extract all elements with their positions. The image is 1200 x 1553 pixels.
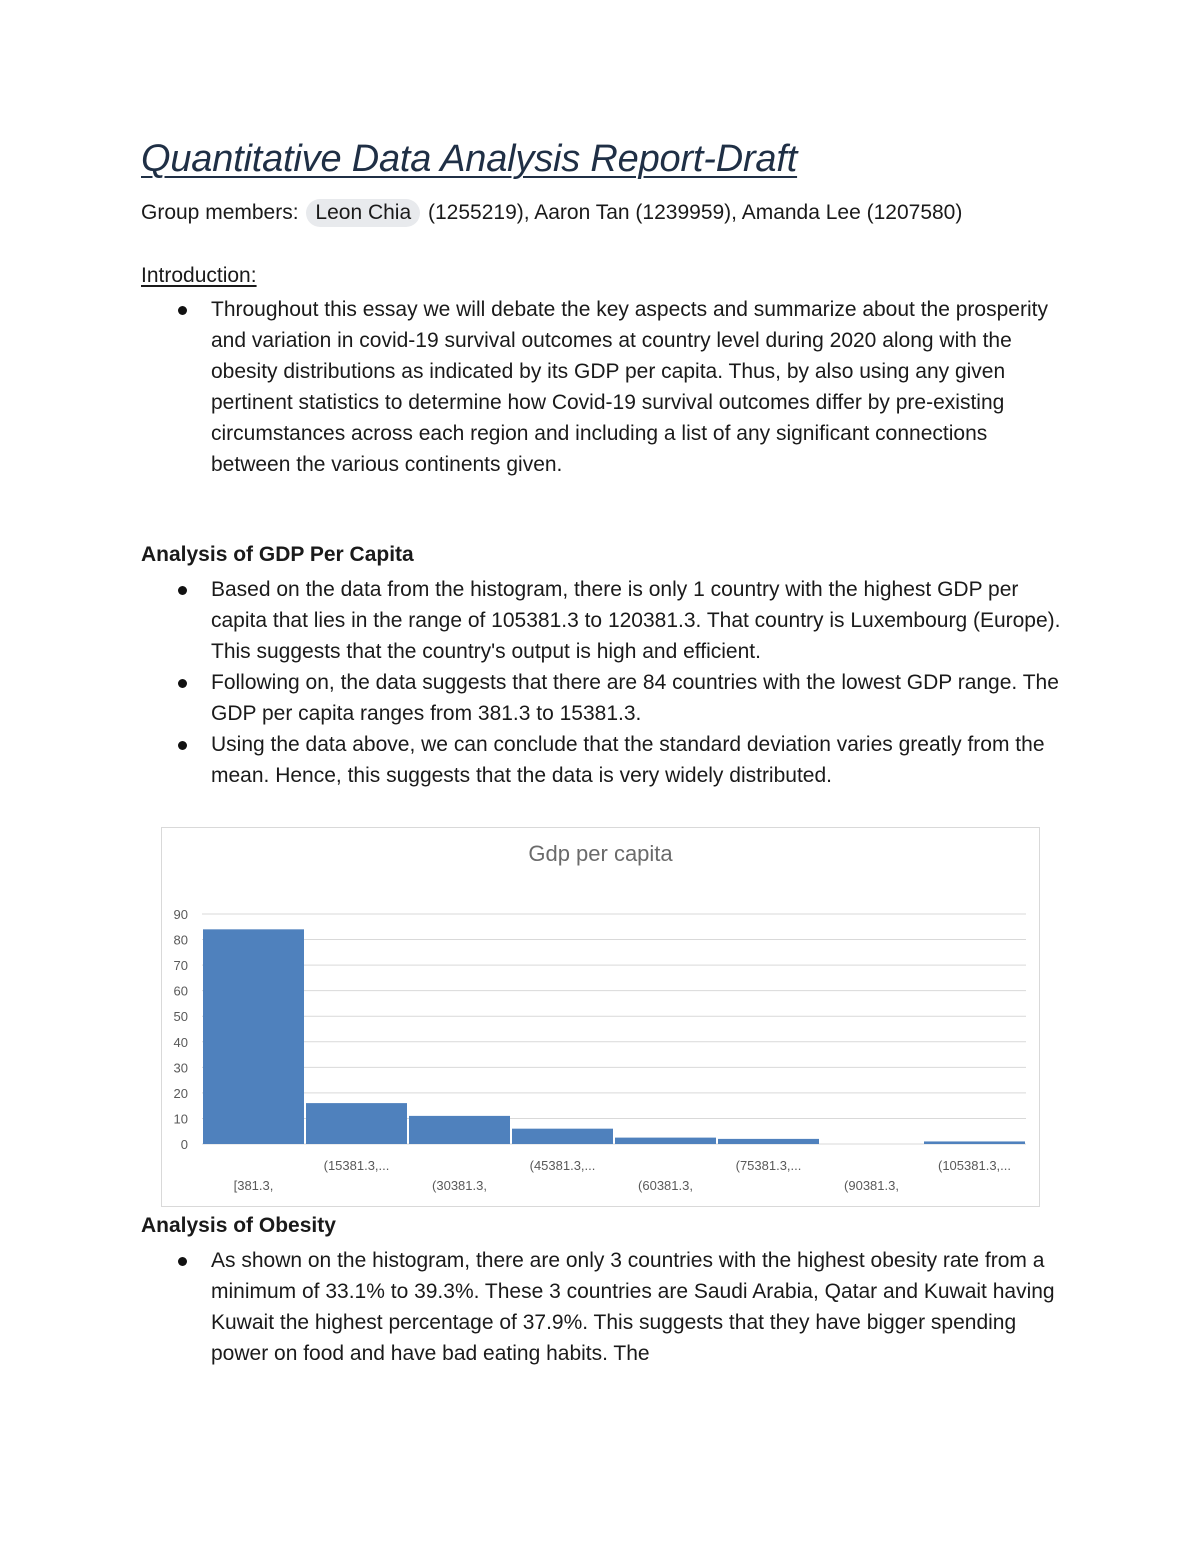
histogram-bar <box>718 1139 819 1144</box>
chart-title: Gdp per capita <box>528 841 673 866</box>
x-tick-label: (15381.3,... <box>323 1158 390 1173</box>
y-tick-label: 0 <box>180 1137 188 1152</box>
y-tick-label: 80 <box>173 932 188 948</box>
bullet-text: Using the data above, we can conclude that the standard deviation varies greatly from the mean. Hence, this suggests that the data is very widely distributed. <box>211 733 1045 787</box>
list-item <box>141 1245 1071 1369</box>
x-tick-label: (45381.3,... <box>529 1158 596 1173</box>
bullet-icon <box>178 586 187 595</box>
list-item <box>141 667 1071 729</box>
y-tick-label: 10 <box>173 1111 188 1127</box>
bullet-icon <box>178 741 187 750</box>
bullet-icon <box>178 306 187 315</box>
histogram-bar <box>409 1116 510 1144</box>
histogram-bar <box>306 1103 407 1144</box>
document-title: Quantitative Data Analysis Report-Draft <box>141 138 798 180</box>
bullet-text: As shown on the histogram, there are only 3 countries with the highest obesity rate from a minimum of 33.1% to 39.3%. These 3 countries are Saudi Arabia, Qatar and Kuwait having Kuwait the highest percentage of 37.9%. This suggests that they have bigger spending power on food and have bad eating habits. The <box>211 1249 1055 1365</box>
x-tick-label: (105381.3,... <box>938 1158 1011 1173</box>
histogram-bar <box>512 1129 613 1144</box>
histogram-bar <box>924 1141 1025 1144</box>
list-item <box>141 574 1071 667</box>
bullet-icon <box>178 679 187 688</box>
y-tick-label: 30 <box>173 1060 188 1076</box>
list-item <box>141 729 1071 791</box>
bullet-icon <box>178 1257 187 1266</box>
x-tick-label: (90381.3, <box>844 1178 899 1193</box>
members-prefix: Group members: <box>141 201 299 224</box>
gdp-histogram-chart[interactable] <box>161 827 1040 1207</box>
obesity-bullet-list <box>141 1245 1071 1369</box>
histogram-bar <box>615 1138 716 1144</box>
bullet-text: Following on, the data suggests that there are 84 countries with the lowest GDP range. The GDP per capita ranges from 381.3 to 15381.3. <box>211 671 1059 725</box>
histogram-bar <box>203 929 304 1144</box>
person-chip[interactable]: Leon Chia <box>306 199 420 227</box>
bullet-text: Throughout this essay we will debate the key aspects and summarize about the prosperity and variation in covid-19 survival outcomes at country level during 2020 along with the obesity distributions as indicated by its GDP per capita. Thus, by also using any given pertinent statistics to determine how Covid-19 survival outcomes differ by pre-existing circumstances across each region and including a list of any significant connections between the various continents given. <box>211 298 1048 476</box>
chart-plot-area <box>162 828 1039 1206</box>
y-tick-label: 70 <box>173 958 188 974</box>
group-members-line <box>141 199 962 227</box>
x-tick-label: [381.3, <box>233 1178 274 1193</box>
obesity-section-heading: Analysis of Obesity <box>141 1214 336 1237</box>
y-tick-label: 20 <box>173 1085 188 1101</box>
bullet-text: Based on the data from the histogram, there is only 1 country with the highest GDP per capita that lies in the range of 105381.3 to 120381.3. That country is Luxembourg (Europe). This suggests that the country's output is high and efficient. <box>211 578 1061 663</box>
gdp-section-heading: Analysis of GDP Per Capita <box>141 543 414 566</box>
list-item <box>141 294 1071 480</box>
x-tick-label: (30381.3, <box>432 1178 487 1193</box>
introduction-heading: Introduction: <box>141 264 257 287</box>
y-tick-label: 50 <box>173 1009 188 1025</box>
x-tick-label: (75381.3,... <box>735 1158 802 1173</box>
introduction-bullet-list <box>141 294 1071 480</box>
members-rest: (1255219), Aaron Tan (1239959), Amanda Lee (1207580) <box>428 201 963 224</box>
y-tick-label: 40 <box>173 1034 188 1050</box>
y-tick-label: 60 <box>173 983 188 999</box>
x-tick-label: (60381.3, <box>638 1178 693 1193</box>
gdp-bullet-list <box>141 574 1071 791</box>
y-tick-label: 90 <box>173 907 188 922</box>
